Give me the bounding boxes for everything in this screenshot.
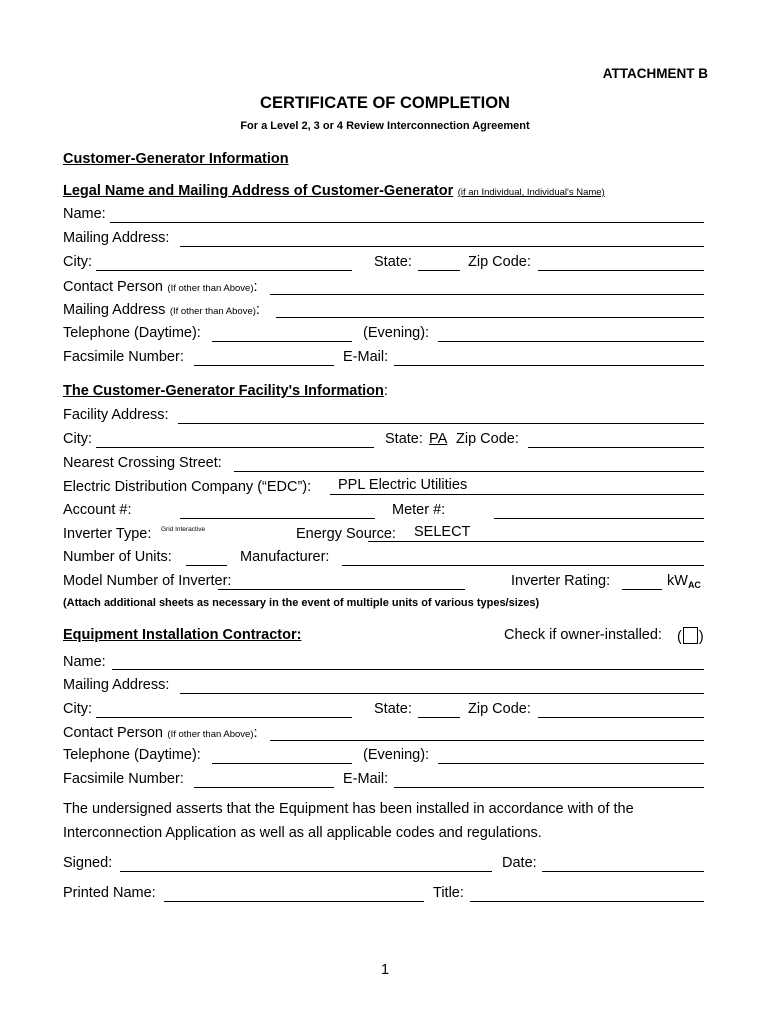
cg-city-label: City: [63,254,92,270]
facility-rating-label: Inverter Rating: [511,573,611,589]
ct-email-field[interactable] [394,787,704,788]
cg-email-label: E-Mail: [343,349,389,365]
ct-tel-eve-label: (Evening): [363,747,430,763]
facility-meter-field[interactable] [494,518,704,519]
cg-mailing2-note: (If other than Above) [169,306,256,317]
facility-edc-label: Electric Distribution Company (“EDC”): [63,479,312,495]
facility-state-value[interactable]: PA [429,431,448,447]
cg-state-field[interactable] [418,270,460,271]
cg-city-field[interactable] [96,270,352,271]
printed-name-label: Printed Name: [63,885,156,901]
ct-name-field[interactable] [112,669,704,670]
cg-contact-label-text: Contact Person [63,279,163,295]
facility-account-label: Account #: [63,502,132,518]
cg-tel-day-label: Telephone (Daytime): [63,325,201,341]
ct-state-label: State: [374,701,412,717]
cg-state-label: State: [374,254,412,270]
ct-city-label: City: [63,701,92,717]
facility-inverter-type-label: Inverter Type: [63,526,152,542]
ct-tel-day-label: Telephone (Daytime): [63,747,201,763]
owner-installed-label: Check if owner-installed: [504,627,662,643]
ct-contact-label: Contact Person (If other than Above): [63,725,258,741]
section-title-facility: The Customer-Generator Facility's Information: [63,383,388,399]
cg-mailing2-label-text: Mailing Address [63,302,166,318]
ct-mailing-label: Mailing Address: [63,677,170,693]
cg-tel-eve-field[interactable] [438,341,704,342]
ct-email-label: E-Mail: [343,771,389,787]
facility-inverter-type-value[interactable]: Grid Interactive [161,526,206,533]
cg-fax-label: Facsimile Number: [63,349,184,365]
rating-unit-ac: AC [687,580,701,590]
date-label: Date: [502,855,537,871]
facility-zip-label: Zip Code: [456,431,519,447]
facility-manufacturer-field[interactable] [342,565,704,566]
assertion-line-2: Interconnection Application as well as all applicable codes and regulations. [63,825,542,841]
page-title: CERTIFICATE OF COMPLETION [260,94,510,112]
facility-address-field[interactable] [178,423,704,424]
cg-contact-label: Contact Person (If other than Above): [63,279,258,295]
title-field[interactable] [470,901,704,902]
ct-fax-label: Facsimile Number: [63,771,184,787]
facility-rating-unit [667,573,701,590]
cg-tel-eve-label: (Evening): [363,325,430,341]
cg-zip-label: Zip Code: [468,254,531,270]
cg-zip-field[interactable] [538,270,704,271]
facility-energy-source-field[interactable] [368,541,704,542]
facility-manufacturer-label: Manufacturer: [240,549,330,565]
ct-mailing-field[interactable] [180,693,704,694]
facility-edc-field[interactable] [330,494,704,495]
section-title-facility-text: The Customer-Generator Facility's Information [63,383,384,399]
facility-meter-label: Meter #: [392,502,446,518]
title-label: Title: [433,885,464,901]
facility-address-label: Facility Address: [63,407,169,423]
ct-city-field[interactable] [96,717,352,718]
signed-label: Signed: [63,855,113,871]
facility-attach-note: (Attach additional sheets as necessary in the event of multiple units of various types/sizes) [63,597,540,609]
cg-contact-field[interactable] [270,294,704,295]
cg-mailing2-label: Mailing Address (If other than Above): [63,302,260,318]
legal-name-heading-text: Legal Name and Mailing Address of Customer-Generator [63,183,454,199]
printed-name-field[interactable] [164,901,424,902]
section-title-customer-generator: Customer-Generator Information [63,151,289,167]
facility-zip-field[interactable] [528,447,704,448]
ct-tel-day-field[interactable] [212,763,352,764]
assertion-line-1: The undersigned asserts that the Equipment has been installed in accordance with of the [63,801,634,817]
ct-fax-field[interactable] [194,787,334,788]
section-title-contractor: Equipment Installation Contractor: [63,627,302,643]
legal-name-note: (if an Individual, Individual's Name) [457,187,605,198]
facility-edc-value[interactable]: PPL Electric Utilities [338,477,468,493]
date-field[interactable] [542,871,704,872]
facility-city-field[interactable] [96,447,374,448]
ct-tel-eve-field[interactable] [438,763,704,764]
ct-name-label: Name: [63,654,106,670]
cg-name-field[interactable] [110,222,704,223]
ct-zip-label: Zip Code: [468,701,531,717]
legal-name-heading [63,182,605,200]
owner-installed-checkbox-wrap: ( ) [677,629,704,645]
cg-name-label: Name: [63,206,106,222]
cg-mailing-field[interactable] [180,246,704,247]
cg-email-field[interactable] [394,365,704,366]
signed-field[interactable] [120,871,492,872]
facility-city-label: City: [63,431,92,447]
facility-model-label: Model Number of Inverter: [63,573,232,589]
facility-crossing-field[interactable] [234,471,704,472]
cg-mailing-label: Mailing Address: [63,230,170,246]
facility-energy-source-value[interactable]: SELECT [414,524,471,540]
facility-state-label: State: [385,431,423,447]
ct-zip-field[interactable] [538,717,704,718]
ct-state-field[interactable] [418,717,460,718]
attachment-label: ATTACHMENT B [602,66,708,81]
facility-account-field[interactable] [180,518,375,519]
rating-unit-kw: kW [667,573,688,589]
cg-contact-note: (If other than Above) [167,283,254,294]
facility-crossing-label: Nearest Crossing Street: [63,455,222,471]
cg-mailing2-field[interactable] [276,317,704,318]
owner-installed-checkbox[interactable] [683,627,698,644]
ct-contact-field[interactable] [270,740,704,741]
facility-rating-field[interactable] [622,589,662,590]
page-number: 1 [380,962,390,978]
page-subtitle: For a Level 2, 3 or 4 Review Interconnection Agreement [240,120,530,132]
facility-units-label: Number of Units: [63,549,172,565]
ct-contact-label-text: Contact Person [63,725,163,741]
ct-contact-note: (If other than Above) [167,729,254,740]
cg-tel-day-field[interactable] [212,341,352,342]
facility-model-field[interactable] [218,589,465,590]
cg-fax-field[interactable] [194,365,334,366]
facility-energy-source-label: Energy Source: [296,526,396,542]
facility-units-field[interactable] [186,565,227,566]
